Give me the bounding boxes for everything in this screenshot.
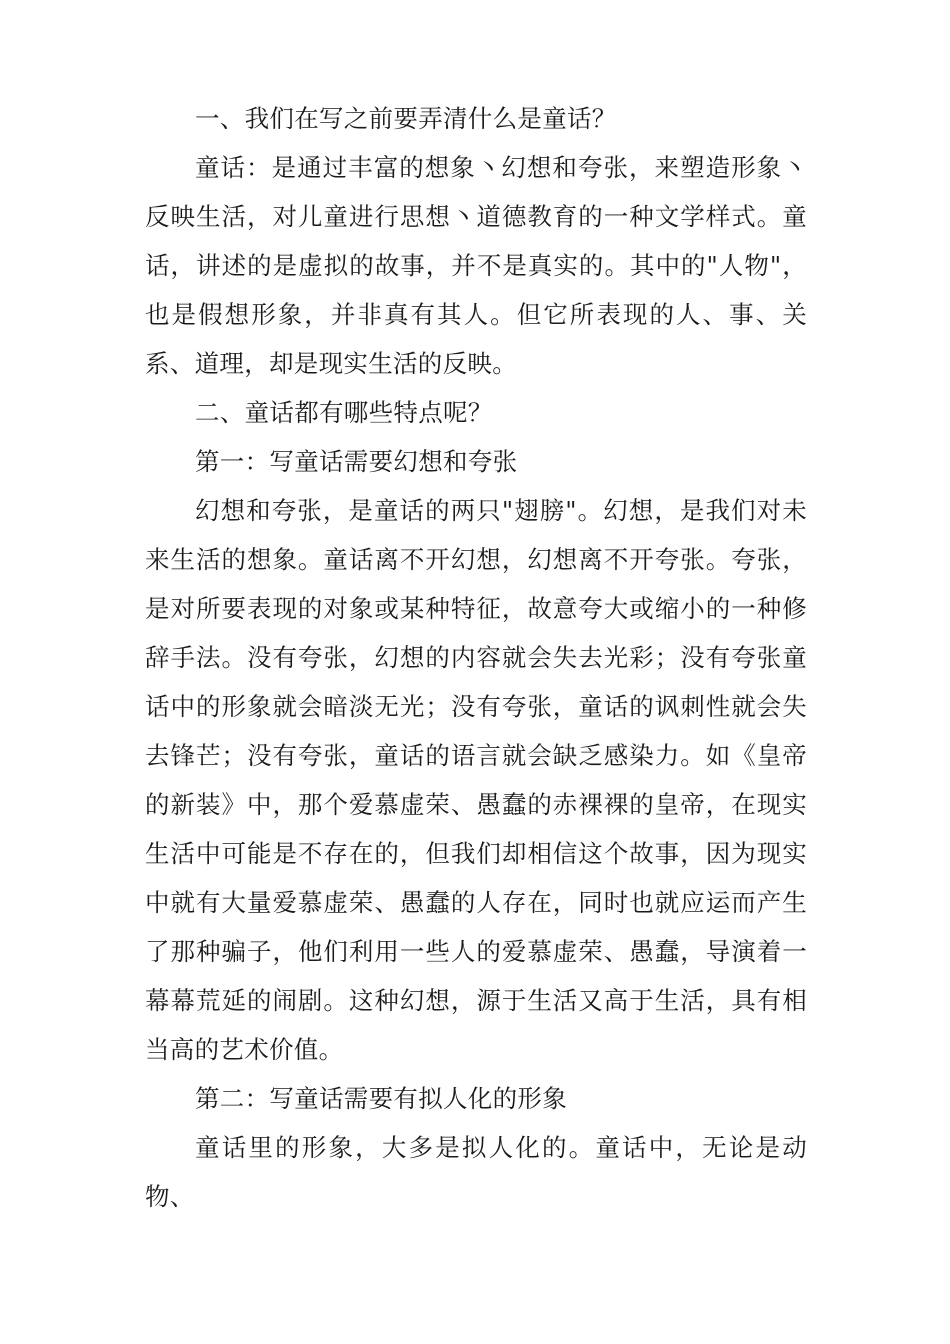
heading-features: 二、童话都有哪些特点呢？ (195, 398, 493, 427)
paragraph-fantasy-exaggeration: 幻想和夸张，是童话的两只"翅膀"。幻想，是我们对未来生活的想象。童话离不开幻想，幻想离不开夸张。夸张，是对所要表现的对象或某种特征，故意夸大或缩小的一种修辞手法。没有夸张，幻想的内容就会失去光彩；没有夸张童话中的形象就会暗淡无光；没有夸张，童话的讽刺性就会失去锋芒；没有夸张，童话的语言就会缺乏感染力。如《皇帝的新装》中，那个爱慕虚荣、愚蠢的赤裸裸的皇帝，在现实生活中可能是不存在的，但我们却相信这个故事，因为现实中就有大量爱慕虚荣、愚蠢的人存在，同时也就应运而产生了那种骗子，他们利用一些人的爱慕虚荣、愚蠢，导演着一幕幕荒延的闹剧。这种幻想，源于生活又高于生活，具有相当高的艺术价值。 (145, 496, 807, 1064)
subheading-fantasy-exaggeration: 第一：写童话需要幻想和夸张 (195, 447, 518, 476)
paragraph-personification: 童话里的形象，大多是拟人化的。童话中，无论是动物、 (145, 1133, 807, 1211)
subheading-personification: 第二：写童话需要有拟人化的形象 (195, 1084, 567, 1113)
heading-what-is-fairy-tale: 一、我们在写之前要弄清什么是童话？ (195, 104, 617, 133)
paragraph-definition: 童话：是通过丰富的想象丶幻想和夸张，来塑造形象丶反映生活，对儿童进行思想丶道德教育的一种文学样式。童话，讲述的是虚拟的故事，并不是真实的。其中的"人物"，也是假想形象，并非真有其人。但它所表现的人、事、关系、道理，却是现实生活的反映。 (145, 153, 807, 378)
document-body (145, 94, 807, 1221)
